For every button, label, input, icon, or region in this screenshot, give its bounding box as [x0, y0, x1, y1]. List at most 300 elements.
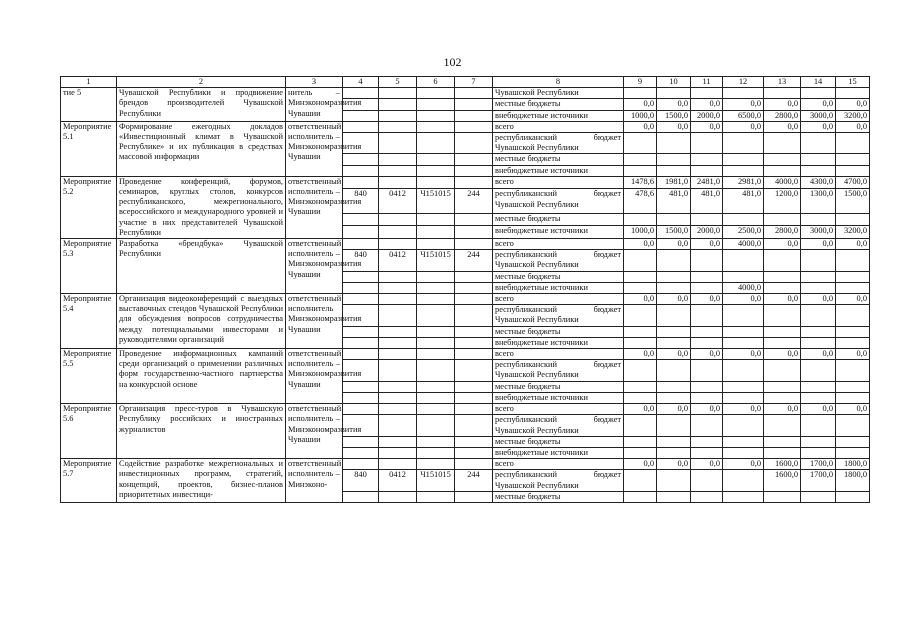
measure-description: Организация видеоконференций с выездных выставочных стендов Чувашской Республики для обсуждения вопросов сотрудничества между потенциальными инвесторами и руководителями организаций	[117, 294, 286, 349]
budget-code-c7	[455, 226, 493, 239]
funding-source: всего	[493, 404, 624, 415]
budget-code-c6: Ч151015	[417, 189, 455, 213]
column-number: 14	[801, 77, 836, 88]
responsible-executor: ответственный исполнитель Минэкономразвития Чувашии	[286, 294, 343, 349]
responsible-executor: ответственный исполнитель – Минэкономразвития Чувашии	[286, 121, 343, 176]
funding-value	[691, 447, 723, 458]
budget-code-c4	[343, 226, 379, 239]
funding-value	[764, 88, 801, 99]
budget-code-c7	[455, 121, 493, 132]
funding-value: 0,0	[836, 121, 870, 132]
budget-code-c5	[379, 337, 417, 348]
funding-value	[624, 154, 657, 165]
funding-value: 2981,0	[723, 176, 764, 189]
column-number: 12	[723, 77, 764, 88]
funding-value	[624, 491, 657, 502]
funding-value	[624, 436, 657, 447]
funding-value: 4000,0	[723, 239, 764, 250]
funding-source: республиканский бюджет Чувашской Республики	[493, 360, 624, 381]
funding-value	[657, 491, 691, 502]
budget-code-c5	[379, 436, 417, 447]
funding-value	[801, 392, 836, 403]
budget-code-c5	[379, 239, 417, 250]
budget-code-c6	[417, 459, 455, 470]
funding-source: внебюджетные источники	[493, 165, 624, 176]
funding-value	[836, 415, 870, 436]
funding-value	[691, 326, 723, 337]
funding-value: 0,0	[624, 294, 657, 305]
funding-value: 0,0	[764, 99, 801, 110]
funding-value	[657, 415, 691, 436]
measure-code: Мероприятие 5.7	[61, 459, 117, 503]
funding-source: местные бюджеты	[493, 491, 624, 502]
funding-value	[836, 447, 870, 458]
funding-value	[801, 165, 836, 176]
funding-source: республиканский бюджет Чувашской Республики	[493, 305, 624, 326]
funding-value: 0,0	[836, 294, 870, 305]
funding-value	[624, 305, 657, 326]
budget-code-c5: 0412	[379, 470, 417, 491]
budget-code-c6	[417, 213, 455, 226]
budget-code-c4	[343, 176, 379, 189]
funding-value	[624, 88, 657, 99]
measure-description: Организация пресс-туров в Чувашскую Республику российских и иностранных журналистов	[117, 404, 286, 459]
budget-code-c7	[455, 294, 493, 305]
funding-value	[723, 165, 764, 176]
funding-value	[836, 88, 870, 99]
funding-value	[723, 154, 764, 165]
funding-value: 0,0	[657, 349, 691, 360]
funding-value	[801, 415, 836, 436]
funding-value	[723, 392, 764, 403]
budget-code-c5	[379, 226, 417, 239]
funding-value: 1981,0	[657, 176, 691, 189]
funding-value	[764, 415, 801, 436]
funding-value	[657, 165, 691, 176]
budget-code-c6	[417, 226, 455, 239]
funding-value: 0,0	[723, 99, 764, 110]
funding-value	[624, 250, 657, 271]
funding-value	[836, 250, 870, 271]
funding-value	[691, 360, 723, 381]
measure-code: Мероприятие 5.1	[61, 121, 117, 176]
budget-code-c6: Ч151015	[417, 470, 455, 491]
funding-value: 0,0	[624, 349, 657, 360]
funding-value	[723, 447, 764, 458]
funding-source: внебюджетные источники	[493, 337, 624, 348]
budget-code-c7	[455, 165, 493, 176]
funding-value	[624, 381, 657, 392]
budget-code-c6	[417, 326, 455, 337]
budget-code-c6	[417, 447, 455, 458]
funding-value	[723, 360, 764, 381]
budget-code-c4	[343, 271, 379, 282]
table-row	[61, 459, 870, 470]
funding-value	[723, 133, 764, 154]
budget-code-c4	[343, 381, 379, 392]
funding-value	[624, 213, 657, 226]
budget-code-c4	[343, 459, 379, 470]
budget-code-c5	[379, 271, 417, 282]
funding-source: местные бюджеты	[493, 99, 624, 110]
funding-value: 0,0	[723, 294, 764, 305]
funding-value: 1500,0	[836, 189, 870, 213]
funding-value	[723, 88, 764, 99]
budget-code-c5	[379, 165, 417, 176]
funding-value	[764, 133, 801, 154]
funding-value	[723, 381, 764, 392]
budget-code-c4	[343, 326, 379, 337]
budget-code-c6	[417, 176, 455, 189]
budget-code-c5	[379, 326, 417, 337]
funding-source: республиканский бюджет Чувашской Республики	[493, 470, 624, 491]
column-number: 4	[343, 77, 379, 88]
budget-code-c4	[343, 392, 379, 403]
program-table	[60, 76, 870, 503]
budget-code-c6	[417, 165, 455, 176]
budget-code-c6	[417, 154, 455, 165]
budget-code-c6	[417, 360, 455, 381]
budget-code-c5	[379, 305, 417, 326]
funding-value	[691, 392, 723, 403]
funding-value: 0,0	[801, 404, 836, 415]
budget-code-c4	[343, 436, 379, 447]
funding-value	[657, 337, 691, 348]
budget-code-c5	[379, 176, 417, 189]
funding-value	[836, 271, 870, 282]
column-number: 5	[379, 77, 417, 88]
budget-code-c7	[455, 436, 493, 447]
funding-value	[836, 154, 870, 165]
funding-value	[801, 213, 836, 226]
funding-value: 0,0	[624, 404, 657, 415]
budget-code-c4	[343, 491, 379, 502]
funding-value	[691, 282, 723, 293]
funding-value	[764, 305, 801, 326]
budget-code-c4	[343, 154, 379, 165]
table-header	[61, 77, 870, 88]
funding-value	[723, 436, 764, 447]
budget-code-c7	[455, 213, 493, 226]
budget-code-c7	[455, 239, 493, 250]
budget-code-c7	[455, 110, 493, 121]
funding-value	[723, 470, 764, 491]
funding-source: внебюджетные источники	[493, 392, 624, 403]
funding-source: всего	[493, 121, 624, 132]
funding-value	[836, 337, 870, 348]
funding-value	[723, 491, 764, 502]
funding-value	[691, 133, 723, 154]
budget-code-c6	[417, 349, 455, 360]
funding-source: внебюджетные источники	[493, 282, 624, 293]
funding-source: всего	[493, 239, 624, 250]
funding-value	[836, 360, 870, 381]
budget-code-c5: 0412	[379, 189, 417, 213]
funding-value: 0,0	[723, 121, 764, 132]
funding-value	[624, 392, 657, 403]
funding-value: 0,0	[723, 459, 764, 470]
budget-code-c4	[343, 110, 379, 121]
funding-value	[624, 133, 657, 154]
funding-source: местные бюджеты	[493, 381, 624, 392]
budget-code-c5: 0412	[379, 250, 417, 271]
budget-code-c7: 244	[455, 250, 493, 271]
measure-code: Мероприятие 5.3	[61, 239, 117, 294]
funding-value	[691, 381, 723, 392]
budget-code-c5	[379, 392, 417, 403]
funding-value: 0,0	[836, 349, 870, 360]
funding-value	[723, 271, 764, 282]
funding-value: 0,0	[624, 121, 657, 132]
funding-value	[657, 392, 691, 403]
budget-code-c5	[379, 154, 417, 165]
funding-value	[657, 154, 691, 165]
funding-value: 0,0	[801, 99, 836, 110]
funding-value	[764, 491, 801, 502]
table-row	[61, 176, 870, 189]
budget-code-c7	[455, 271, 493, 282]
funding-value: 1500,0	[657, 226, 691, 239]
budget-code-c4	[343, 404, 379, 415]
funding-value: 4700,0	[836, 176, 870, 189]
funding-value	[801, 271, 836, 282]
funding-source: республиканский бюджет Чувашской Республики	[493, 250, 624, 271]
table-row	[61, 294, 870, 305]
budget-code-c5	[379, 415, 417, 436]
table-body	[61, 88, 870, 503]
funding-source: местные бюджеты	[493, 213, 624, 226]
funding-value	[723, 305, 764, 326]
funding-value	[764, 337, 801, 348]
funding-value: 3000,0	[801, 110, 836, 121]
funding-value	[836, 305, 870, 326]
funding-value: 1300,0	[801, 189, 836, 213]
table-row	[61, 239, 870, 250]
budget-code-c5	[379, 381, 417, 392]
funding-value	[624, 415, 657, 436]
funding-value: 481,0	[657, 189, 691, 213]
measure-description: Содействие разработке межрегиональных и инвестиционных программ, стратегий, концепций, проектов, бизнес-планов приоритетных инвестици-	[117, 459, 286, 503]
responsible-executor: нитель – Минэкономразвития Чувашии	[286, 88, 343, 122]
funding-value: 2800,0	[764, 110, 801, 121]
measure-description: Чувашской Республики и продвижение брендов производителей Чувашской Республики	[117, 88, 286, 122]
funding-value	[801, 337, 836, 348]
funding-value: 0,0	[624, 239, 657, 250]
funding-source: республиканский бюджет Чувашской Республики	[493, 415, 624, 436]
responsible-executor: ответственный исполнитель – Минэкономразвития Чувашии	[286, 404, 343, 459]
responsible-executor: ответственный исполнитель – Минэкономразвития Чувашии	[286, 176, 343, 238]
funding-source: всего	[493, 294, 624, 305]
page-number: 102	[443, 55, 462, 69]
budget-code-c5	[379, 447, 417, 458]
funding-value: 481,0	[691, 189, 723, 213]
funding-value	[836, 165, 870, 176]
column-number: 6	[417, 77, 455, 88]
measure-code: Мероприятие 5.6	[61, 404, 117, 459]
funding-value	[691, 305, 723, 326]
budget-code-c5	[379, 404, 417, 415]
funding-value: 0,0	[801, 239, 836, 250]
budget-code-c7	[455, 349, 493, 360]
measure-description: Проведение информационных кампаний среди организаций о применении различных форм государственно-частного партнерства на конкурсной основе	[117, 349, 286, 404]
funding-source: всего	[493, 349, 624, 360]
funding-value	[723, 415, 764, 436]
budget-code-c5	[379, 360, 417, 381]
budget-code-c6	[417, 271, 455, 282]
funding-source: внебюджетные источники	[493, 110, 624, 121]
funding-value	[691, 250, 723, 271]
funding-value	[691, 154, 723, 165]
measure-description: Разработка «брендбука» Чувашской Республики	[117, 239, 286, 294]
funding-value	[691, 415, 723, 436]
funding-value: 0,0	[764, 121, 801, 132]
budget-code-c4	[343, 282, 379, 293]
budget-code-c6	[417, 121, 455, 132]
funding-source: местные бюджеты	[493, 271, 624, 282]
funding-value	[801, 154, 836, 165]
budget-code-c5	[379, 349, 417, 360]
budget-code-c7	[455, 360, 493, 381]
funding-source: местные бюджеты	[493, 154, 624, 165]
funding-value	[801, 250, 836, 271]
funding-value	[801, 491, 836, 502]
budget-code-c7	[455, 404, 493, 415]
funding-value: 0,0	[691, 459, 723, 470]
budget-code-c7	[455, 154, 493, 165]
funding-value	[723, 250, 764, 271]
funding-value: 0,0	[657, 239, 691, 250]
funding-value	[657, 470, 691, 491]
funding-value: 0,0	[801, 349, 836, 360]
funding-value	[764, 213, 801, 226]
budget-code-c4: 840	[343, 470, 379, 491]
funding-value	[657, 133, 691, 154]
funding-value: 1478,6	[624, 176, 657, 189]
table-row	[61, 88, 870, 99]
funding-value	[723, 326, 764, 337]
funding-value: 0,0	[801, 294, 836, 305]
budget-code-c6	[417, 282, 455, 293]
funding-value	[801, 447, 836, 458]
budget-code-c6: Ч151015	[417, 250, 455, 271]
budget-code-c5	[379, 459, 417, 470]
column-number: 10	[657, 77, 691, 88]
funding-value	[657, 250, 691, 271]
funding-value	[624, 337, 657, 348]
funding-value: 1000,0	[624, 226, 657, 239]
funding-value	[691, 213, 723, 226]
funding-value	[657, 88, 691, 99]
budget-code-c7	[455, 447, 493, 458]
funding-value	[657, 305, 691, 326]
budget-code-c7	[455, 337, 493, 348]
funding-value: 0,0	[657, 121, 691, 132]
table-row	[61, 349, 870, 360]
funding-value	[657, 282, 691, 293]
budget-code-c5	[379, 213, 417, 226]
funding-value	[801, 326, 836, 337]
budget-code-c5	[379, 99, 417, 110]
funding-source: внебюджетные источники	[493, 226, 624, 239]
budget-code-c4	[343, 165, 379, 176]
budget-code-c7	[455, 99, 493, 110]
budget-code-c7	[455, 392, 493, 403]
budget-code-c7	[455, 459, 493, 470]
funding-value: 0,0	[691, 349, 723, 360]
funding-value	[764, 436, 801, 447]
column-number: 7	[455, 77, 493, 88]
column-number: 3	[286, 77, 343, 88]
funding-value: 0,0	[624, 459, 657, 470]
budget-code-c4	[343, 88, 379, 99]
column-number: 11	[691, 77, 723, 88]
funding-value: 0,0	[723, 404, 764, 415]
funding-value	[764, 447, 801, 458]
budget-code-c6	[417, 133, 455, 154]
funding-value	[801, 282, 836, 293]
budget-code-c7	[455, 133, 493, 154]
funding-value	[691, 470, 723, 491]
funding-value: 1800,0	[836, 470, 870, 491]
funding-value	[801, 360, 836, 381]
budget-code-c5	[379, 294, 417, 305]
budget-code-c4	[343, 337, 379, 348]
funding-value	[657, 271, 691, 282]
funding-value	[764, 326, 801, 337]
funding-value	[836, 282, 870, 293]
budget-code-c4	[343, 213, 379, 226]
column-number-row	[61, 77, 870, 88]
budget-code-c7	[455, 381, 493, 392]
funding-value: 4000,0	[723, 282, 764, 293]
funding-value: 0,0	[691, 121, 723, 132]
funding-source: всего	[493, 176, 624, 189]
funding-value	[691, 337, 723, 348]
budget-code-c6	[417, 436, 455, 447]
funding-value	[836, 491, 870, 502]
funding-value	[764, 271, 801, 282]
funding-value	[657, 447, 691, 458]
funding-value	[657, 381, 691, 392]
funding-value: 0,0	[764, 294, 801, 305]
funding-value: 1800,0	[836, 459, 870, 470]
measure-code: Мероприятие 5.4	[61, 294, 117, 349]
budget-code-c4	[343, 349, 379, 360]
funding-value	[764, 360, 801, 381]
funding-value: 1700,0	[801, 459, 836, 470]
funding-value	[691, 436, 723, 447]
measure-code: Мероприятие 5.5	[61, 349, 117, 404]
funding-value: 0,0	[657, 459, 691, 470]
column-number: 13	[764, 77, 801, 88]
budget-code-c4	[343, 121, 379, 132]
measure-code: тие 5	[61, 88, 117, 122]
funding-value: 6500,0	[723, 110, 764, 121]
budget-code-c7	[455, 491, 493, 502]
funding-value	[624, 282, 657, 293]
funding-value: 2000,0	[691, 110, 723, 121]
funding-value: 0,0	[691, 99, 723, 110]
funding-value	[624, 271, 657, 282]
funding-value	[624, 165, 657, 176]
budget-code-c5	[379, 491, 417, 502]
column-number: 8	[493, 77, 624, 88]
funding-source: местные бюджеты	[493, 326, 624, 337]
funding-value	[836, 326, 870, 337]
funding-value: 1600,0	[764, 470, 801, 491]
funding-value: 3200,0	[836, 110, 870, 121]
funding-value: 478,6	[624, 189, 657, 213]
